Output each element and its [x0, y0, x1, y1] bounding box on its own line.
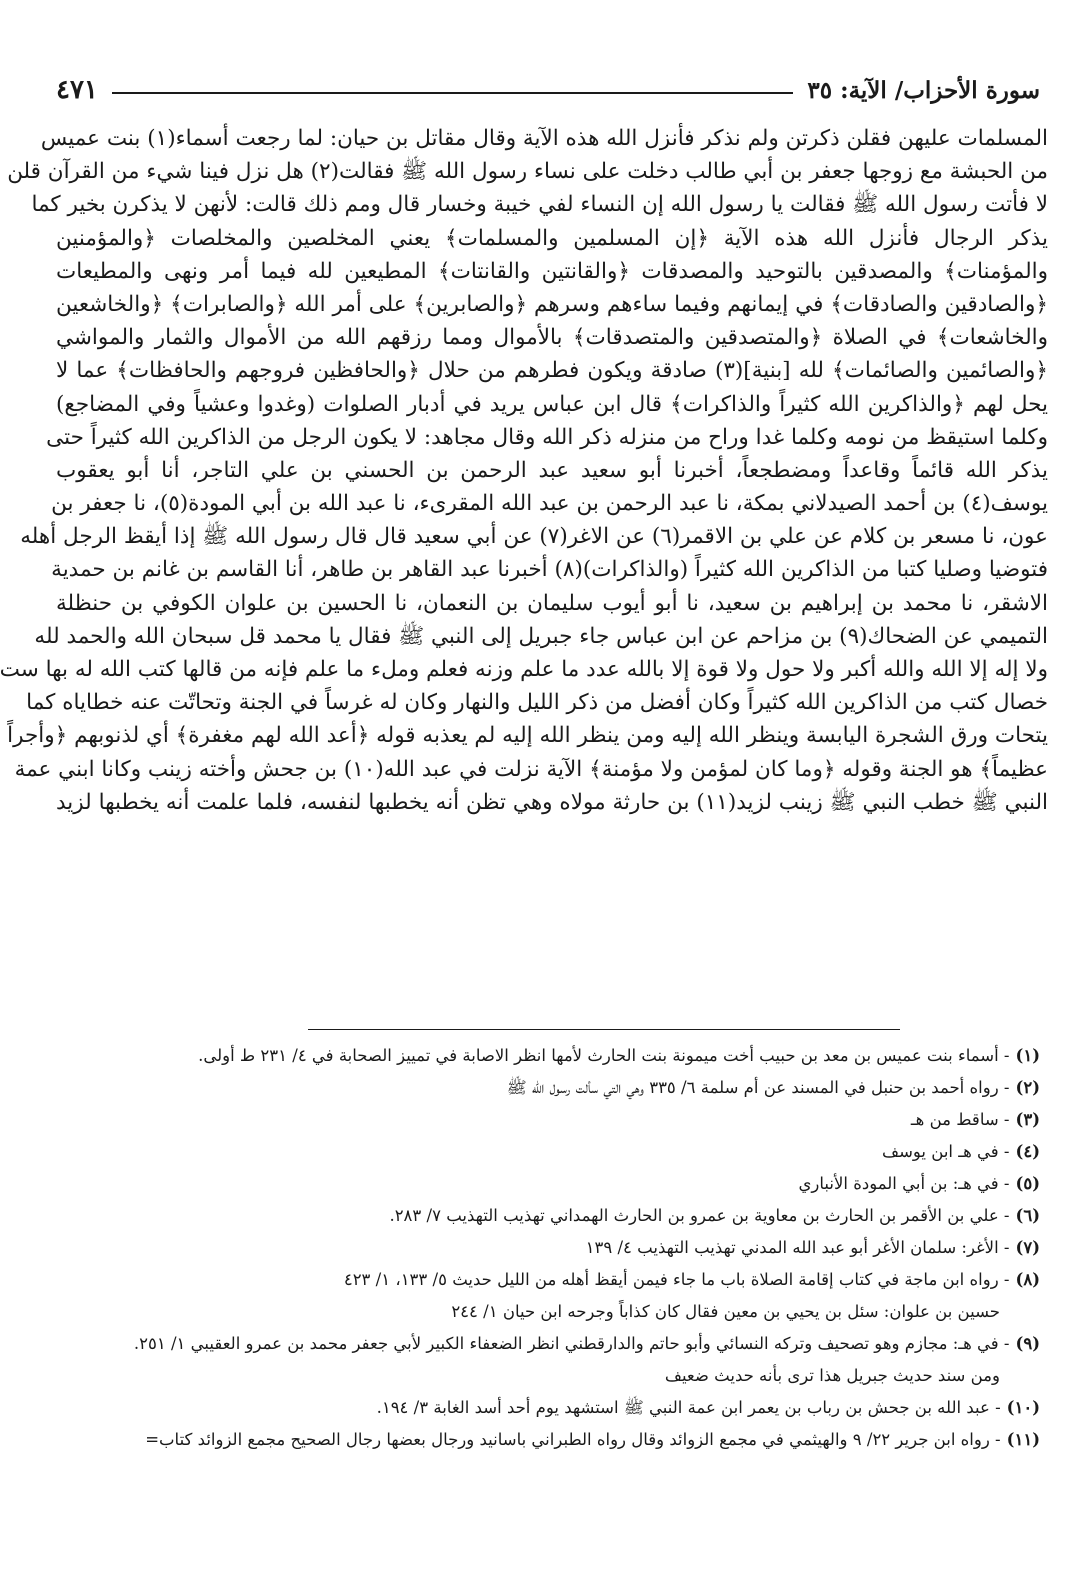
- body-line: يذكر الله قائماً وقاعداً ومضطجعاً، أخبرنا أبو سعيد عبد الرحمن بن الحسني بن علي التاجر، أنا أبو يعقوب: [56, 457, 1048, 483]
- footnote-item: [56, 1168, 1040, 1200]
- footnote-text: حسين بن علوان: سئل بن يحيي بن معين فقال كان كذاباً وجرحه ابن حيان ١/ ٢٤٤: [451, 1302, 1000, 1321]
- footnote-item: [56, 1296, 1040, 1328]
- footnote-number: (٨): [1015, 1270, 1040, 1289]
- footnote-number: (٤): [1015, 1142, 1040, 1161]
- main-text: [0, 122, 1048, 819]
- header-rule: [112, 92, 793, 94]
- body-line: المسلمات عليهن فقلن ذكرتن ولم نذكر فأنزل الله هذه الآية وقال مقاتل بن حيان: لما رجعت أسماء(١) بنت عميس: [40, 126, 1048, 151]
- footnote-separator: [308, 1029, 900, 1030]
- footnote-text: - في هـ: مجازم وهو تصحيف وتركه النسائي وأبو حاتم والدارقطني انظر الضعفاء الكبير لأبي جعفر محمد بن عمرو العقيبي ١/ ٢٥١.: [133, 1334, 1010, 1353]
- body-line: ولا إله إلا الله والله أكبر ولا حول ولا قوة إلا بالله عدد ما علم وزنه فعلم وملء ما علم فإنه من قالها كتب الله له بها ست: [0, 657, 1048, 682]
- footnote-number: (٥): [1015, 1174, 1040, 1193]
- body-line: لا فأتت رسول الله ﷺ فقالت يا رسول الله إن النساء لفي خيبة وخسار قال وﻣﻢ ذلك قالت: لأنهن لا يذكرن بخير كما: [31, 192, 1048, 218]
- footnote-text: - في هـ: بن أبي المودة الأنباري: [798, 1174, 1010, 1193]
- footnote-text: - علي بن الأقمر بن الحارث بن معاوية بن عمرو بن الحارث الهمداني تهذيب التهذيب ٧/ ٢٨٣.: [389, 1206, 1010, 1225]
- body-line: وكلما استيقظ من نومه وكلما غدا وراح من منزله ذكر الله وقال مجاهد: لا يكون الرجل من الذاكرين الله كثيراً حتى: [46, 424, 1048, 450]
- footnote-text: - في هـ ابن يوسف: [882, 1142, 1010, 1161]
- body-line: ﴿والصادقين والصادقات﴾ في إيمانهم وفيما ساءهم وسرهم ﴿والصابرين﴾ على أمر الله ﴿والصابرات﴾ ﴿والخاشعين: [56, 291, 1048, 317]
- footnote-number: (٦): [1015, 1206, 1040, 1225]
- footnote-text: - عبد الله بن جحش بن رباب بن يعمر ابن عمة النبي ﷺ استشهد يوم أحد أسد الغابة ٣/ ١٩٤.: [376, 1398, 1001, 1417]
- body-line: يحل لهم ﴿والذاكرين الله كثيراً والذاكرات﴾ قال ابن عباس يريد في أدبار الصلوات (وغدوا وعشياً وفي المضاجع): [56, 391, 1048, 417]
- body-line: يوسف(٤) بن أحمد الصيدلاني بمكة، نا عبد الرحمن بن عبد الله المقرىء، نا عبد الله بن أبي المودة(٥)، نا جعفر بن: [51, 491, 1048, 517]
- footnote-text: - الأغر: سلمان الأغر أبو عبد الله المدني تهذيب التهذيب ٤/ ١٣٩: [585, 1238, 1010, 1257]
- body-line: والخاشعات﴾ في الصلاة ﴿والمتصدقين والمتصدقات﴾ بالأموال ومما رزقهم الله من الأموال والثمار والمواشي: [56, 325, 1048, 351]
- page-number: ٤٧١: [56, 75, 98, 105]
- footnote-item: [56, 1392, 1040, 1424]
- footnote-item: [56, 1360, 1040, 1392]
- footnote-text: - رواه أحمد بن حنبل في المسند عن أم سلمة ٦/ ٣٣٥ وهي التي سألت رسول الله ﷺ: [506, 1078, 1010, 1097]
- footnote-text: - رواه ابن جرير ٢٢/ ٩ والهيثمي في مجمع الزوائد وقال رواه الطبراني باسانيد ورجال بعضها رجال الصحيح مجمع الزوائد كتاب=: [145, 1430, 1001, 1449]
- footnote-item: [56, 1200, 1040, 1232]
- body-line: يتحات ورق الشجرة اليابسة وينظر الله إليه ومن ينظر الله إليه لم يعذبه قوله ﴿أعد الله لهم مغفرة﴾ أي لذنوبهم ﴿وأجراً: [7, 723, 1048, 749]
- footnote-number: (١١): [1006, 1430, 1040, 1449]
- footnote-text: - ساقط من هـ: [910, 1110, 1010, 1129]
- footnote-number: (٣): [1015, 1110, 1040, 1129]
- footnote-number: (٢): [1015, 1078, 1040, 1097]
- footnote-text: ومن سند حديث جبريل هذا ترى بأنه حديث ضعيف: [664, 1366, 1000, 1385]
- footnote-number: (١): [1015, 1046, 1040, 1065]
- body-line: التميمي عن الضحاك(٩) بن مزاحم عن ابن عباس جاء جبريل إلى النبي ﷺ فقال يا محمد قل سبحان الله والحمد لله: [34, 623, 1048, 649]
- footnote-item: [56, 1104, 1040, 1136]
- body-line: والمؤمنات﴾ والمصدقين بالتوحيد والمصدقات ﴿والقانتين والقانتات﴾ المطيعين لله فيما أمر ونهى والمطيعات: [56, 258, 1048, 284]
- footnote-number: (١٠): [1006, 1398, 1040, 1417]
- footnote-item: [56, 1136, 1040, 1168]
- body-line: الاشقر، نا محمد بن إبراهيم بن سعيد، نا أبو أيوب سليمان بن النعمان، نا الحسين بن علوان الكوفي بن حنظلة: [56, 590, 1048, 616]
- footnote-item: [56, 1328, 1040, 1360]
- body-line: ﴿والصائمين والصائمات﴾ لله [بنية](٣) صادقة ويكون فطرهم من حلال ﴿والحافظين فروجهم والحافظات﴾ عما لا: [56, 358, 1048, 384]
- running-title: سورة الأحزاب/ الآية: ٣٥: [807, 76, 1040, 104]
- body-line: خصال كتب من الذاكرين الله كثيراً وكان أفضل من ذكر الليل والنهار وكان له غرساً في الجنة وتحاتّت عنه خطاياه كما: [26, 690, 1048, 716]
- body-line: عون، نا مسعر بن كلام عن علي بن الاقمر(٦) عن الاغر(٧) عن أبي سعيد قال قال رسول الله ﷺ إذا أيقظ الرجل أهله: [20, 524, 1048, 550]
- footnote-item: [56, 1072, 1040, 1104]
- footnote-item: [56, 1040, 1040, 1072]
- footnote-item: [56, 1232, 1040, 1264]
- footnote-text: - رواه ابن ماجة في كتاب إقامة الصلاة باب ما جاء فيمن أيقظ أهله من الليل حديث ٥/ ١٣٣، ١/ ٤٢٣: [343, 1270, 1010, 1289]
- body-line: يذكر الرجال فأنزل الله هذه الآية ﴿إن المسلمين والمسلمات﴾ يعني المخلصين والمخلصات ﴿والمؤمنين: [56, 225, 1048, 251]
- footnote-number: (٧): [1015, 1238, 1040, 1257]
- body-line: النبي ﷺ خطب النبي ﷺ زينب لزيد(١١) بن حارثة مولاه وهي تظن أنه يخطبها لنفسه، فلما علمت أنه يخطبها لزيد: [56, 789, 1048, 815]
- body-line: عظيماً﴾ هو الجنة وقوله ﴿وما كان لمؤمن ولا مؤمنة﴾ الآية نزلت في عبد الله(١٠) بن جحش وأخته زينب وكانا ابني عمة: [14, 756, 1048, 782]
- footnotes: [56, 1040, 1040, 1456]
- footnote-item: [56, 1424, 1040, 1456]
- footnote-number: (٩): [1015, 1334, 1040, 1353]
- footnote-item: [56, 1264, 1040, 1296]
- page-header: [56, 70, 1040, 110]
- body-line: فتوضيا وصليا كتبا من الذاكرين الله كثيراً (والذاكرات)(٨) أخبرنا عبد القاهر بن طاهر، أنا القاسم بن غانم بن حمدية: [51, 557, 1048, 583]
- footnote-text: - أسماء بنت عميس بن معد بن حبيب أخت ميمونة بنت الحارث لأمها انظر الاصابة في تمييز الصحابة في ٤/ ٢٣١ ط أولى.: [198, 1046, 1010, 1065]
- body-line: من الحبشة مع زوجها جعفر بن أبي طالب دخلت على نساء رسول الله ﷺ فقالت(٢) هل نزل فينا شيء من القرآن قلن: [7, 159, 1048, 185]
